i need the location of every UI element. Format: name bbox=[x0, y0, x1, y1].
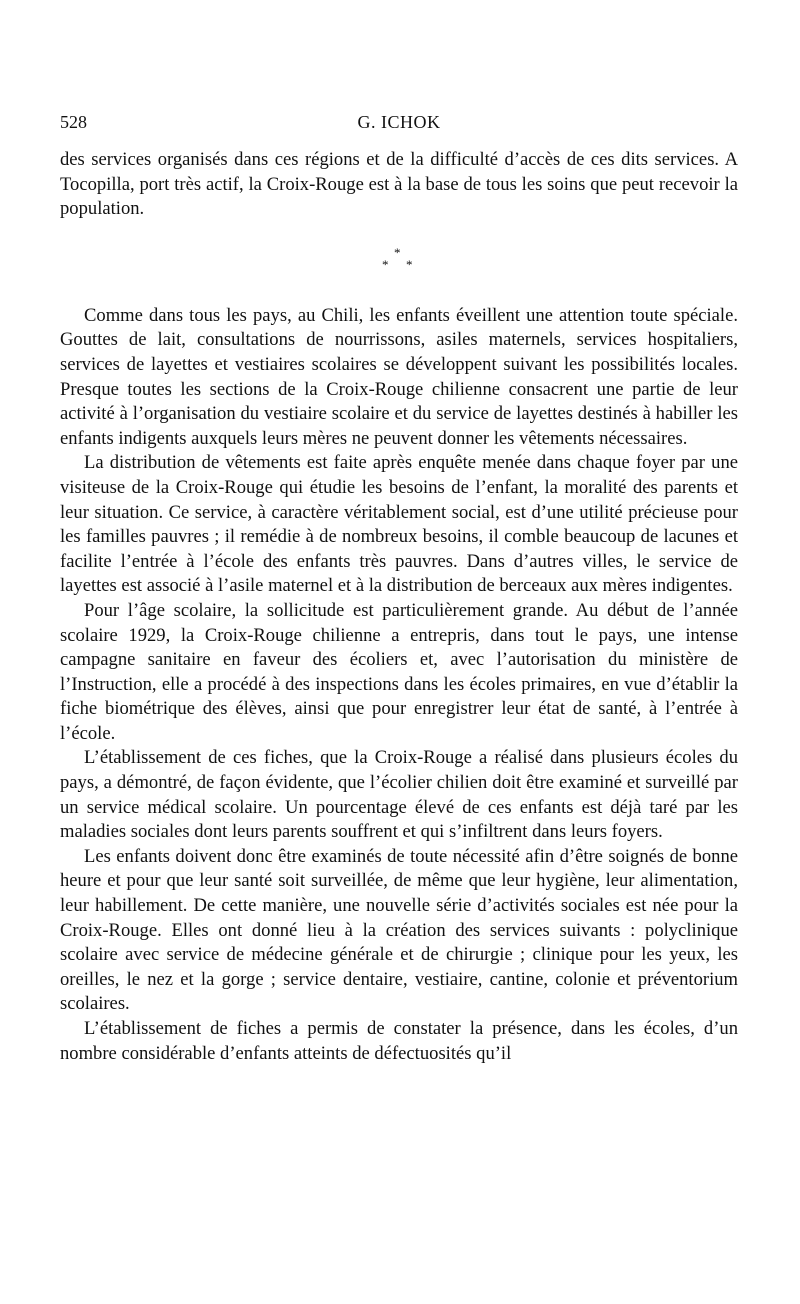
paragraph: L’établissement de fiches a permis de constater la présence, dans les écoles, d’un nombre considérable d’enfants atteints de défectuosités qu’il bbox=[60, 1018, 738, 1064]
section-break-asterism bbox=[60, 230, 738, 300]
asterism-star-icon: * bbox=[406, 256, 413, 272]
paragraph: Comme dans tous les pays, au Chili, les enfants éveillent une attention toute spéciale. Gouttes de lait, consultations de nourrissons, asiles maternels, services hospitaliers, services de layettes et vestiaires scolaires se développent suivant les possibilités locales. Presque toutes les sections de la Croix-Rouge chilienne consacrent une partie de leur activité à l’organisation du vestiaire scolaire et du service de layettes destinés à habiller les enfants indigents auxquels leurs mères ne peuvent donner les vêtements nécessaires. bbox=[60, 304, 738, 449]
asterism-star-icon: * bbox=[394, 244, 401, 260]
paragraph: Les enfants doivent donc être examinés de toute nécessité afin d’être soignés de bonne heure et pour que leur santé soit surveillée, de même que leur hygiène, leur alimentation, leur habillement. De cette manière, une nouvelle série d’activités sociales est née pour la Croix-Rouge. Elles ont donné lieu à la création des services suivants : polyclinique scolaire avec service de médecine générale et de chirurgie ; clinique pour les yeux, les oreilles, le nez et la gorge ; service dentaire, vestiaire, cantine, colonie et préventorium scolaires. bbox=[60, 845, 738, 1015]
paragraph: Pour l’âge scolaire, la sollicitude est particulièrement grande. Au début de l’année scolaire 1929, la Croix-Rouge chilienne a entrepris, dans tout le pays, une intense campagne sanitaire en faveur des écoliers et, avec l’autorisation du ministère de l’Instruction, elle a procédé à des inspections dans les écoles primaires, en vue d’établir la fiche biométrique des élèves, ainsi que pour enregistrer leur état de santé, à l’entrée à l’école. bbox=[60, 599, 738, 744]
running-head bbox=[60, 112, 738, 148]
page-number: 528 bbox=[60, 112, 87, 132]
asterism-star-icon: * bbox=[382, 256, 389, 272]
paragraph-continuation: des services organisés dans ces régions et de la difficulté d’accès de ces dits services. A Tocopilla, port très actif, la Croix-Rouge est à la base de tous les soins que peut recevoir la population. bbox=[60, 149, 738, 220]
body-text bbox=[60, 148, 738, 1066]
paragraph: L’établissement de ces fiches, que la Croix-Rouge a réalisé dans plusieurs écoles du pays, a démontré, de façon évidente, que l’écolier chilien doit être examiné et surveillé par un service médical scolaire. Un pourcentage élevé de ces enfants est déjà taré par les maladies sociales dont leurs parents souffrent et qui s’infiltrent dans leurs foyers. bbox=[60, 747, 738, 843]
paragraph: La distribution de vêtements est faite après enquête menée dans chaque foyer par une visiteuse de la Croix-Rouge qui étudie les besoins de l’enfant, la moralité des parents et leur situation. Ce service, à caractère véritablement social, est d’une utilité précieuse pour les familles pauvres ; il remédie à de nombreux besoins, il comble beaucoup de lacunes et facilite l’entrée à l’école des enfants très pauvres. Dans d’autres villes, le service de layettes est associé à l’asile maternel et à la distribution de berceaux aux mères indigentes. bbox=[60, 452, 738, 597]
book-page bbox=[60, 112, 738, 1066]
running-head-author: G. ICHOK bbox=[357, 112, 441, 132]
